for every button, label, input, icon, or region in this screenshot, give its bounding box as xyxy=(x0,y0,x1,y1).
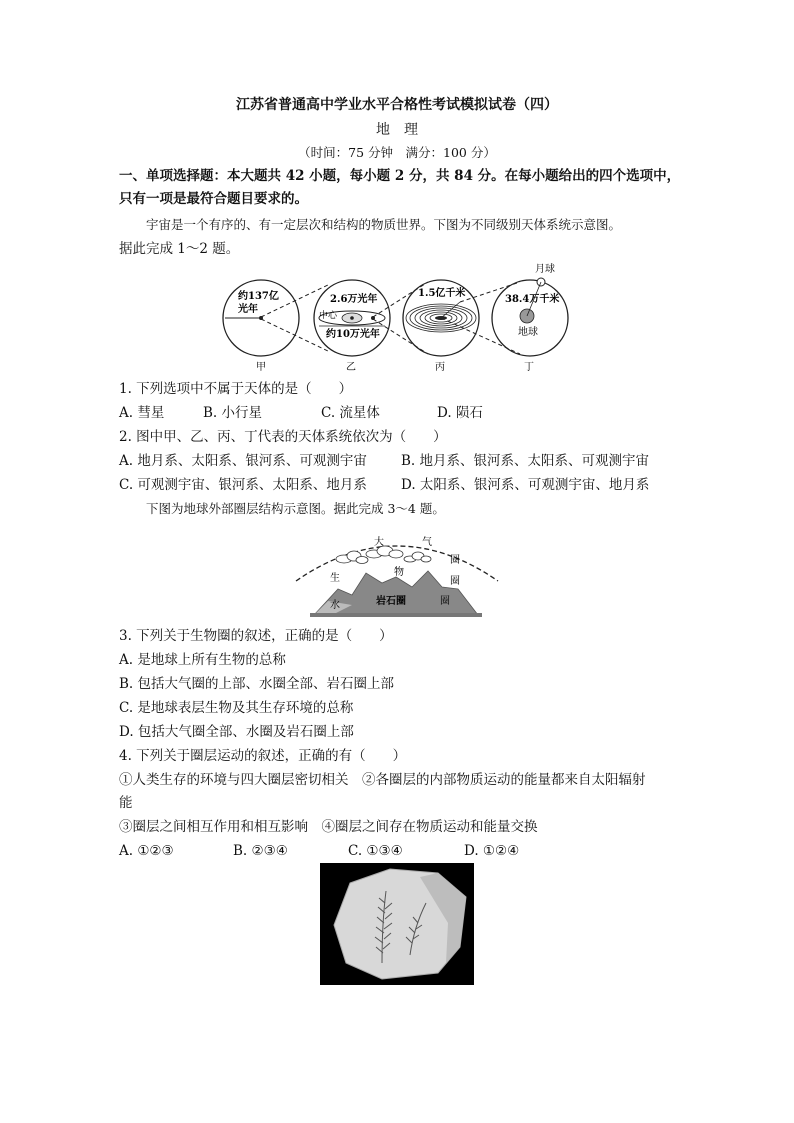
jia-text-b: 光年 xyxy=(238,304,258,315)
label-quan-3: 圈 xyxy=(440,596,450,607)
q4-option-d: D. ①②④ xyxy=(464,843,520,859)
section-heading: 一、单项选择题：本大题共 42 小题，每小题 2 分，共 84 分。在每小题给出的四个选项中， xyxy=(119,168,681,184)
q4-stem: 4. 下列关于圈层运动的叙述，正确的有（ ） xyxy=(119,748,407,764)
q4-option-c: C. ①③④ xyxy=(348,843,403,859)
q4-statement-1-2-cont: 能 xyxy=(119,795,133,811)
q1-option-d: D. 陨石 xyxy=(437,405,483,421)
label-quan-1: 圈 xyxy=(450,555,460,566)
q1-stem: 1. 下列选项中不属于天体的是（ ） xyxy=(119,381,353,397)
q4-option-b: B. ②③④ xyxy=(233,843,288,859)
jia-text-a: 约137亿 xyxy=(238,291,279,302)
ding-moon-label: 月球 xyxy=(535,264,555,275)
fossil-photo xyxy=(320,863,474,985)
q4-statement-1-2: ①人类生存的环境与四大圈层密切相关 ②各圈层的内部物质运动的能量都来自太阳辐射 xyxy=(119,772,646,788)
galaxy-center-dot xyxy=(350,316,354,320)
bing-text: 1.5亿千米 xyxy=(418,288,466,299)
intro-3-4: 下图为地球外部圈层结构示意图。据此完成 3～4 题。 xyxy=(146,501,445,516)
q3-option-a: A. 是地球上所有生物的总称 xyxy=(119,652,286,668)
label-rock: 岩石圈 xyxy=(376,596,406,607)
q3-option-b: B. 包括大气圈的上部、水圈全部、岩石圈上部 xyxy=(119,676,395,692)
exam-time-info: （时间：75 分钟 满分：100 分） xyxy=(298,145,496,160)
label-ding: 丁 xyxy=(524,362,534,373)
connector-bing-ding-bottom xyxy=(441,318,520,354)
q1-option-b: B. 小行星 xyxy=(203,405,263,421)
ding-earth-label: 地球 xyxy=(518,327,538,338)
cloud-icon xyxy=(336,546,431,564)
intro-1-2-cont: 据此完成 1～2 题。 xyxy=(119,241,240,257)
q2-option-a: A. 地月系、太阳系、银河系、可观测宇宙 xyxy=(119,453,367,469)
section-heading-cont: 只有一项是最符合题目要求的。 xyxy=(119,191,308,207)
label-wu: 物 xyxy=(394,567,404,578)
celestial-systems-diagram xyxy=(220,262,580,374)
q1-option-c: C. 流星体 xyxy=(321,405,380,421)
label-bing: 丙 xyxy=(435,362,445,373)
label-qi: 气 xyxy=(422,537,432,548)
label-yi: 乙 xyxy=(346,362,356,373)
label-shui: 水 xyxy=(330,600,340,611)
q3-option-d: D. 包括大气圈全部、水圈及岩石圈上部 xyxy=(119,724,354,740)
q2-option-b: B. 地月系、银河系、太阳系、可观测宇宙 xyxy=(401,453,650,469)
ground xyxy=(310,613,482,617)
connector-jia-yi-bottom xyxy=(261,319,330,352)
yi-text-top: 2.6万光年 xyxy=(330,294,378,305)
label-quan-2: 圈 xyxy=(450,576,460,587)
q2-option-c: C. 可观测宇宙、银河系、太阳系、地月系 xyxy=(119,477,367,493)
ding-distance-label: 38.4万千米 xyxy=(505,294,560,305)
label-sheng: 生 xyxy=(330,573,340,584)
exam-title: 江苏省普通高中学业水平合格性考试模拟试卷（四） xyxy=(236,97,558,113)
label-da: 大 xyxy=(374,537,384,548)
q4-statement-3-4: ③圈层之间相互作用和相互影响 ④圈层之间存在物质运动和能量交换 xyxy=(119,819,538,835)
label-jia: 甲 xyxy=(256,362,266,373)
q3-option-c: C. 是地球表层生物及其生存环境的总称 xyxy=(119,700,354,716)
outer-spheres-diagram xyxy=(292,525,502,621)
q2-stem: 2. 图中甲、乙、丙、丁代表的天体系统依次为（ ） xyxy=(119,429,447,445)
yi-text-center: 中心 xyxy=(319,311,338,321)
q3-stem: 3. 下列关于生物圈的叙述，正确的是（ ） xyxy=(119,628,393,644)
q1-option-a: A. 彗星 xyxy=(119,405,165,421)
intro-1-2: 宇宙是一个有序的、有一定层次和结构的物质世界。下图为不同级别天体系统示意图。 xyxy=(146,217,622,232)
exam-subject: 地 理 xyxy=(376,122,418,138)
q2-option-d: D. 太阳系、银河系、可观测宇宙、地月系 xyxy=(401,477,650,493)
q4-option-a: A. ①②③ xyxy=(119,843,174,859)
yi-text-bottom: 约10万光年 xyxy=(326,329,380,340)
